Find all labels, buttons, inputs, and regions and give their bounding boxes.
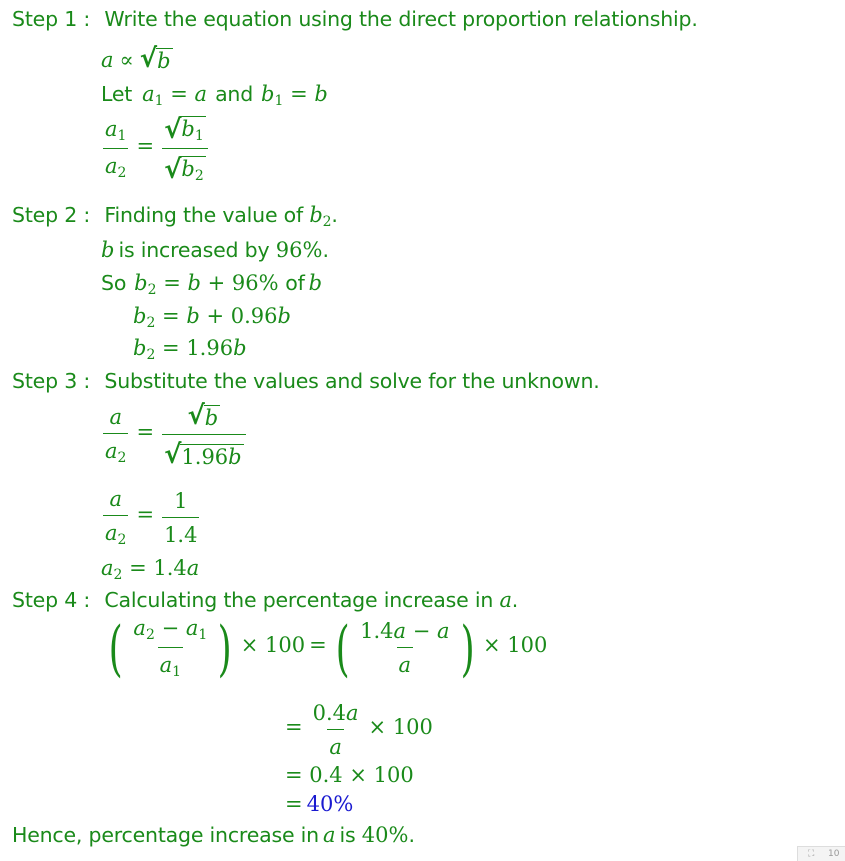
step-3-heading: [12, 371, 600, 392]
step-title: Substitute the values and solve for the unknown.: [104, 369, 600, 393]
b2-expansion: $b_2 = b + 0.96b$: [133, 304, 291, 331]
simplify-step: = $\frac{0.4a}{a}$ × 100: [285, 701, 433, 759]
answer-highlight: 40%: [306, 792, 354, 816]
b2-definition: So $b_2 = b + 96\%$ of b: [101, 271, 323, 298]
step-label: Step 1 :: [12, 7, 91, 31]
corner-partial-text: 10: [828, 849, 840, 859]
ratio-equation-1: $\frac{a_1}{a_2}$ = √ $b_1$ √ $b_2$: [99, 116, 212, 183]
step-2-heading: Step 2 : Finding the value of $b_2$.: [12, 203, 338, 230]
percentage-formula: ( $\frac{a_2 - a_1}{a_1}$ ) × 100 = ( $\frac{1.4a - a}{a}$ ) × 100: [108, 613, 548, 684]
step-label: Step 4 :: [12, 588, 91, 612]
step-4-heading: Step 4 : Calculating the percentage increase in a.: [12, 588, 519, 612]
multiply-step: = 0.4 × 100: [285, 763, 414, 787]
a2-result: $a_2 = 1.4a$: [101, 556, 200, 583]
step-label: Step 2 :: [12, 203, 91, 227]
step-1-heading: [12, 9, 698, 30]
b2-result: $b_2 = 1.96b$: [133, 336, 247, 363]
step-label: Step 3 :: [12, 369, 91, 393]
proportion-equation: a ∝ √ b: [101, 44, 171, 74]
let-statement: Let $a_1 = a$ and $b_1 = b$: [101, 82, 328, 109]
final-answer: = 40%: [285, 792, 354, 816]
step-title: Write the equation using the direct proportion relationship.: [104, 7, 698, 31]
simplified-ratio: $\frac{a}{a_2}$ = $\frac{1}{1.4}$: [105, 487, 198, 548]
substitution-equation: $\frac{a}{a_2}$ = √ b √ 1.96b: [99, 403, 250, 468]
increase-statement: b is increased by 96%.: [101, 238, 329, 262]
conclusion: Hence, percentage increase in a is 40%.: [12, 823, 415, 847]
expand-icon[interactable]: ⛶: [808, 849, 815, 859]
